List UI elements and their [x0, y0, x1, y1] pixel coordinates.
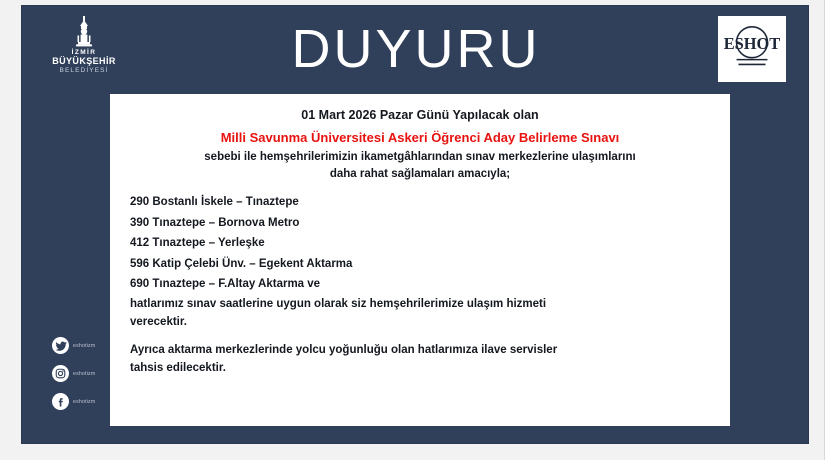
instagram-icon[interactable] [52, 365, 69, 382]
eshot-logo [718, 16, 786, 82]
announcement-poster [22, 6, 808, 443]
twitter-icon[interactable] [52, 337, 69, 354]
list-item: 390 Tınaztepe – Bornova Metro [130, 216, 300, 229]
poster-title-band [130, 14, 702, 84]
date-line: 01 Mart 2026 Pazar Günü Yapılacak olan [301, 108, 539, 122]
logo-line-izmir: İZMİR [71, 49, 97, 56]
social-links [52, 337, 122, 421]
logo-line-belediyesi: BELEDİYESİ [59, 67, 109, 74]
closing-line-1: hatlarımız sınav saatlerine uygun olarak siz hemşehrilerimize ulaşım hizmeti [130, 297, 547, 310]
izmir-municipality-logo [46, 12, 122, 86]
social-link-twitter[interactable] [52, 337, 122, 354]
eshot-monogram-icon [723, 21, 781, 77]
reason-line-1: sebebi ile hemşehrilerimizin ikametgâhlarından sınav merkezlerine ulaşımlarını [204, 151, 636, 163]
extra-line-2: tahsis edilecektir. [130, 362, 226, 374]
facebook-icon[interactable] [52, 393, 69, 410]
reason-line-2: daha rahat sağlamaları amacıyla; [329, 168, 511, 180]
list-item: 290 Bostanlı İskele – Tınaztepe [130, 196, 299, 208]
list-item: 690 Tınaztepe – F.Altay Aktarma ve [130, 278, 321, 290]
announcement-text-card [110, 94, 730, 426]
social-handle-twitter: eshotizm [73, 342, 96, 349]
page-title: DUYURU [291, 19, 541, 79]
social-link-facebook[interactable] [52, 393, 122, 410]
route-list [130, 192, 710, 295]
social-handle-instagram: eshotizm [73, 370, 96, 377]
page-scrollbar[interactable] [824, 0, 837, 460]
exam-name: Milli Savunma Üniversitesi Askeri Öğrenci Aday Belirleme Sınavı [220, 130, 620, 145]
poster-header [22, 6, 808, 92]
list-item: 412 Tınaztepe – Yerleşke [130, 237, 265, 249]
social-link-instagram[interactable] [52, 365, 122, 382]
closing-line-2: verecektir. [130, 316, 187, 328]
list-item: 596 Katip Çelebi Ünv. – Egekent Aktarma [130, 257, 353, 270]
logo-line-buyuksehir: BÜYÜKŞEHİR [52, 56, 116, 66]
svg-text:ESHOT: ESHOT [723, 34, 781, 53]
extra-line-1: Ayrıca aktarma merkezlerinde yolcu yoğunluğu olan hatlarımıza ilave servisler [130, 343, 558, 356]
clock-tower-icon [67, 14, 101, 48]
social-handle-facebook: eshotizm [73, 398, 96, 405]
